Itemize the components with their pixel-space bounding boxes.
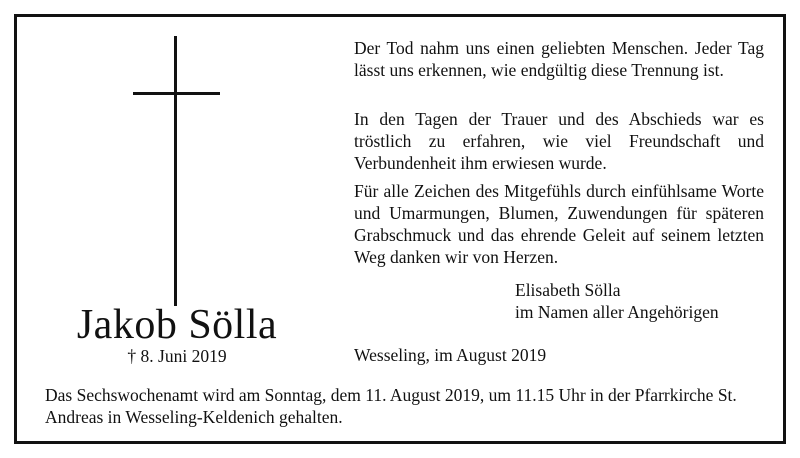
signatory-name: Elisabeth Sölla	[515, 280, 621, 300]
message-paragraph-3	[354, 180, 764, 268]
message-paragraph-2	[354, 108, 764, 174]
paragraph-text: Der Tod nahm uns einen geliebten Menschen. Jeder Tag lässt uns erkennen, wie endgültig diese Trennung ist.	[354, 38, 764, 80]
paragraph-text: In den Tagen der Trauer und des Abschieds war es tröstlich zu erfahren, wie viel Freundschaft und Verbundenheit ihm erwiesen wurde.	[354, 109, 764, 173]
obituary-notice	[14, 14, 786, 444]
death-date: † 8. Juni 2019	[127, 346, 227, 366]
memorial-service-note: Das Sechswochenamt wird am Sonntag, dem 11. August 2019, um 11.15 Uhr in der Pfarrkirche St. Andreas in Wesseling-Keldenich gehalten.	[45, 385, 737, 427]
signature-block	[515, 279, 719, 323]
deceased-name: Jakob Sölla	[76, 302, 278, 348]
cross-vertical-bar	[174, 36, 177, 306]
signatory-subline: im Namen aller Angehörigen	[515, 302, 719, 322]
cross-horizontal-bar	[133, 92, 220, 95]
paragraph-text: Für alle Zeichen des Mitgefühls durch einfühlsame Worte und Umarmungen, Blumen, Zuwendungen für späteren Grabschmuck und das ehrende Geleit auf seinem letzten Weg danken wir von Herzen.	[354, 181, 764, 267]
message-paragraph-1	[354, 37, 764, 81]
place-and-date: Wesseling, im August 2019	[354, 345, 547, 365]
